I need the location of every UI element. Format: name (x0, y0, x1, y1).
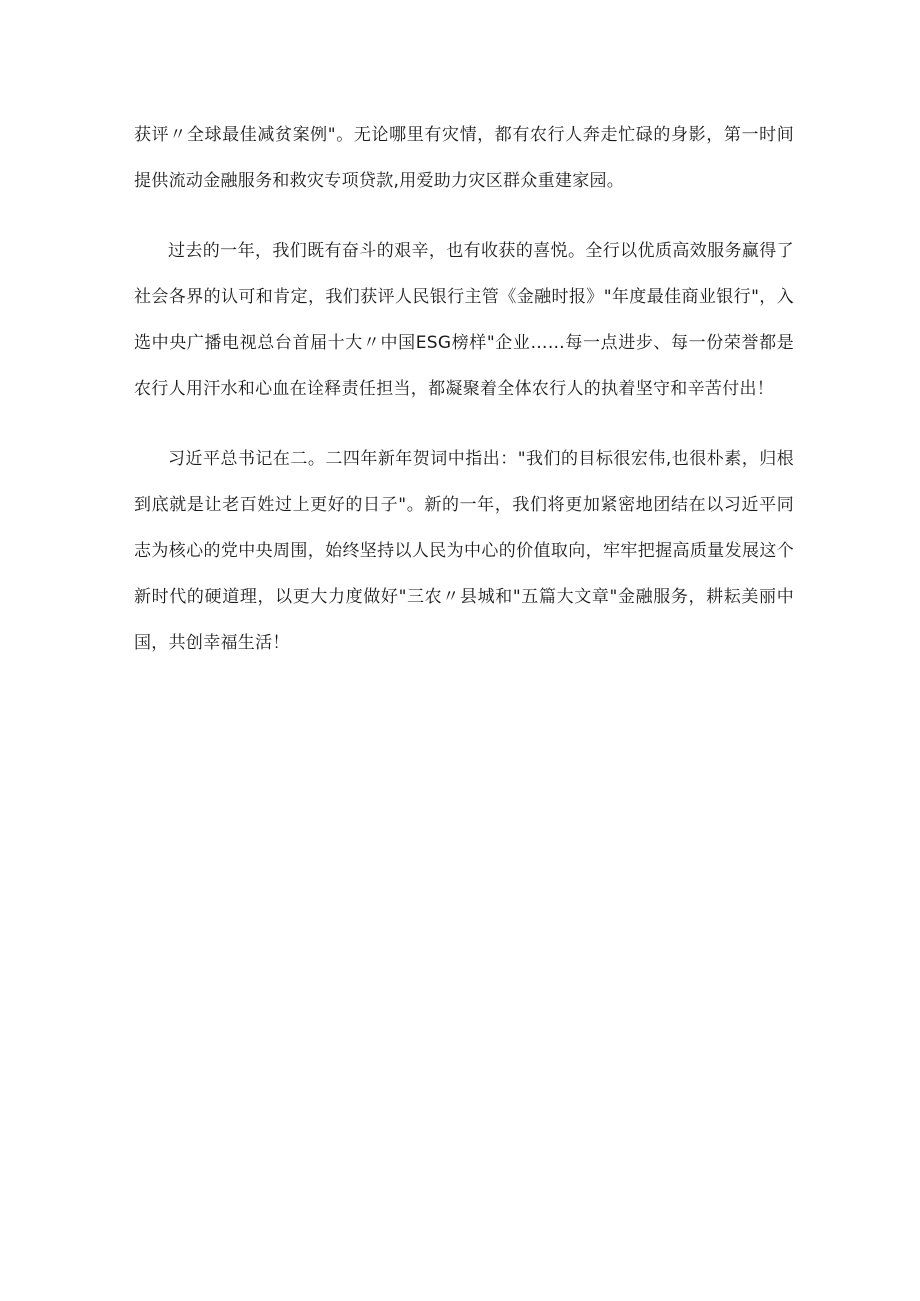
document-body (134, 112, 794, 690)
paragraph-new-year: 习近平总书记在二。二四年新年贺词中指出："我们的目标很宏伟,也很朴素，归根到底就是让老百姓过上更好的日子"。新的一年，我们将更加紧密地团结在以习近平同志为核心的党中央周围，始终坚持以人民为中心的价值取向，牢牢把握高质量发展这个新时代的硬道理，以更大力度做好"三农〃县城和"五篇大文章"金融服务，耕耘美丽中国，共创幸福生活！ (134, 449, 794, 653)
paragraph-past-year: 过去的一年，我们既有奋斗的艰辛，也有收获的喜悦。全行以优质高效服务赢得了社会各界的认可和肯定，我们获评人民银行主管《金融时报》"年度最佳商业银行"，入选中央广播电视总台首届十大〃中国ESG榜样"企业……每一点进步、每一份荣誉都是农行人用汗水和心血在诠释责任担当，都凝聚着全体农行人的执着坚守和辛苦付出！ (134, 241, 794, 399)
paragraph-continuation: 获评〃全球最佳减贫案例"。无论哪里有灾情，都有农行人奔走忙碌的身影，第一时间提供流动金融服务和救灾专项贷款,用爱助力灾区群众重建家园。 (134, 125, 794, 191)
